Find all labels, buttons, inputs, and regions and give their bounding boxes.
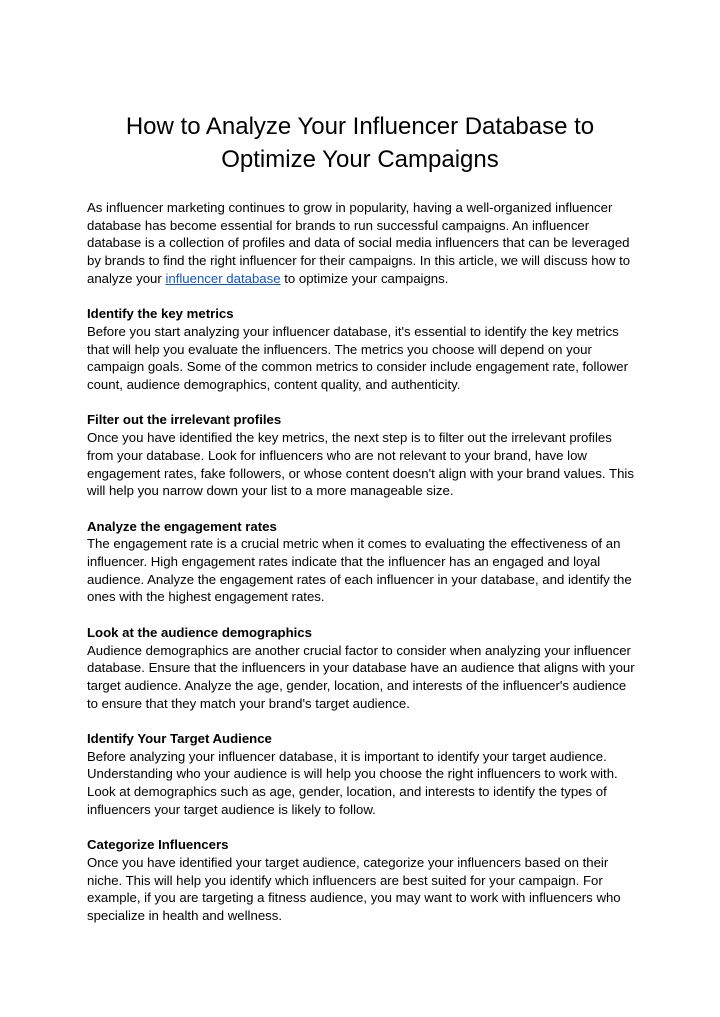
document-body	[87, 199, 639, 925]
section-body: Once you have identified the key metrics, the next step is to filter out the irrelevant profiles from your database. Look for influencers who are not relevant to your brand, have low engagement rates, fake followers, or whose content doesn't align with your brand values. This will help you narrow down your list to a more manageable size.	[87, 430, 634, 499]
title-line-2: Optimize Your Campaigns	[221, 146, 499, 173]
section-heading: Categorize Influencers	[87, 837, 229, 853]
section-heading: Identify Your Target Audience	[87, 731, 272, 747]
section-heading: Identify the key metrics	[87, 306, 234, 322]
section-heading: Analyze the engagement rates	[87, 518, 277, 534]
title-line-1: How to Analyze Your Influencer Database to	[125, 113, 595, 140]
section-body: Audience demographics are another crucial factor to consider when analyzing your influencer database. Ensure that the influencers in your database have an audience that aligns with your target audience. Analyze the age, gender, location, and interests of the influencer's audience to ensure that they match your brand's target audience.	[87, 642, 635, 711]
section-analyze-engagement-rates	[87, 518, 639, 607]
section-heading: Look at the audience demographics	[87, 624, 312, 640]
section-categorize-influencers	[87, 836, 639, 925]
intro-text-after-link: to optimize your campaigns.	[280, 270, 449, 286]
section-filter-irrelevant-profiles	[87, 411, 639, 500]
section-body: Before you start analyzing your influencer database, it's essential to identify the key metrics that will help you evaluate the influencers. The metrics you choose will depend on your campaign goals. Some of the common metrics to consider include engagement rate, follower count, audience demographics, content quality, and authenticity.	[87, 323, 628, 393]
section-body: The engagement rate is a crucial metric when it comes to evaluating the effectiveness of an influencer. High engagement rates indicate that the influencer has an engaged and loyal audience. Analyze the engagement rates of each influencer in your database, and identify the ones with the highest engagement rates.	[87, 536, 632, 605]
document-title	[60, 110, 660, 176]
section-audience-demographics	[87, 624, 639, 713]
section-heading: Filter out the irrelevant profiles	[87, 412, 282, 428]
section-identify-key-metrics	[87, 305, 639, 394]
section-body: Once you have identified your target audience, categorize your influencers based on their niche. This will help you identify which influencers are best suited for your campaign. For example, if you are targeting a fitness audience, you may want to work with influencers who specialize in health and wellness.	[87, 854, 621, 924]
intro-paragraph	[87, 199, 639, 288]
influencer-database-link[interactable]: influencer database	[165, 270, 281, 286]
section-body: Before analyzing your influencer database, it is important to identify your target audience. Understanding who your audience is will help you choose the right influencers to work with. Look at demographics such as age, gender, location, and interests to identify the types of influencers your target audience is likely to follow.	[87, 748, 618, 817]
intro-text-before-link: As influencer marketing continues to grow in popularity, having a well-organized influencer database has become essential for brands to run successful campaigns. An influencer database is a collection of profiles and data of social media influencers that can be leveraged by brands to find the right influencer for their campaigns. In this article, we will discuss how to analyze your	[87, 200, 631, 286]
section-identify-target-audience	[87, 730, 639, 819]
